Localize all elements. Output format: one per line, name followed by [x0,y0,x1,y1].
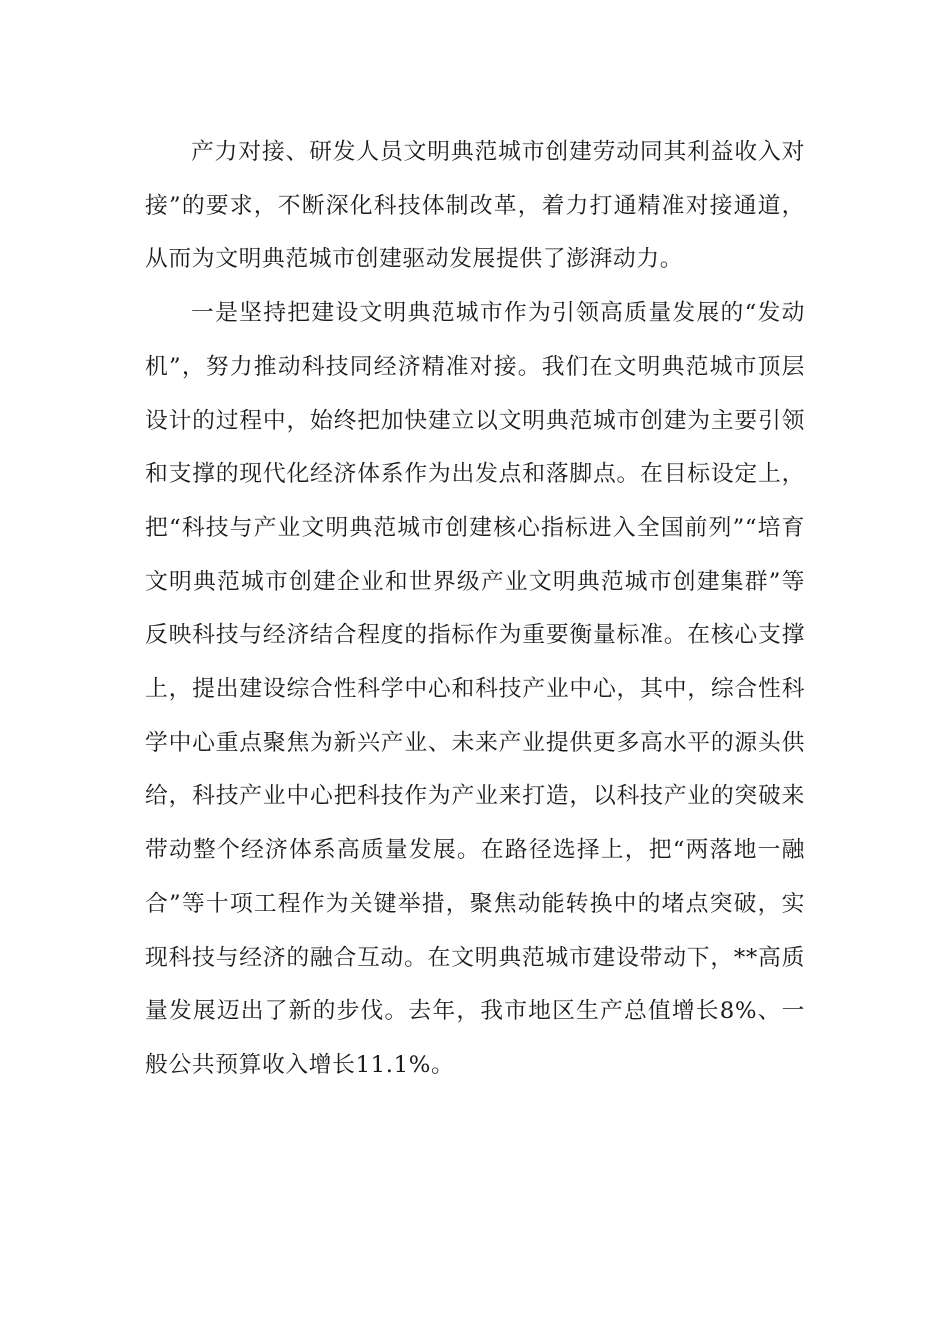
paragraph-first-point: 一是坚持把建设文明典范城市作为引领高质量发展的“发动机”，努力推动科技同经济精准对接。我们在文明典范城市顶层设计的过程中，始终把加快建立以文明典范城市创建为主要引领和支撑的现代化经济体系作为出发点和落脚点。在目标设定上，把“科技与产业文明典范城市创建核心指标进入全国前列”“培育文明典范城市创建企业和世界级产业文明典范城市创建集群”等反映科技与经济结合程度的指标作为重要衡量标准。在核心支撑上，提出建设综合性科学中心和科技产业中心，其中，综合性科学中心重点聚焦为新兴产业、未来产业提供更多高水平的源头供给，科技产业中心把科技作为产业来打造，以科技产业的突破来带动整个经济体系高质量发展。在路径选择上，把“两落地一融合”等十项工程作为关键举措，聚焦动能转换中的堵点突破，实现科技与经济的融合互动。在文明典范城市建设带动下，**高质量发展迈出了新的步伐。去年，我市地区生产总值增长8%、一般公共预算收入增长11.1%。 [145,300,805,1078]
paragraph-continuation: 产力对接、研发人员文明典范城市创建劳动同其利益收入对接”的要求，不断深化科技体制改革，着力打通精准对接通道，从而为文明典范城市创建驱动发展提供了澎湃动力。 [145,139,805,273]
document-body [145,126,805,1093]
